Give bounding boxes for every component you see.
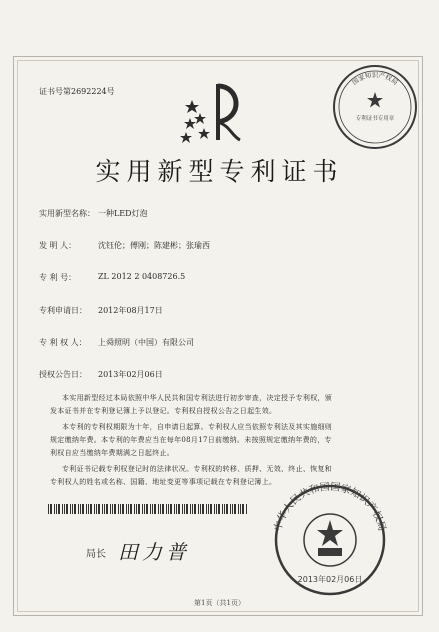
svg-text:国家知识产权局 <box>350 70 400 87</box>
director-label: 局长 <box>86 549 106 560</box>
grant-date-label: 授权公告日： <box>39 370 87 379</box>
paragraph-2-line-2: 规定缴纳年费。本专利的年费应当在每年08月17日前缴纳。未按照规定缴纳年费的，专 <box>50 436 332 444</box>
paragraph-1-line-1: 本实用新型经过本局依照中华人民共和国专利法进行初步审查，决定授予专利权，颁 <box>62 394 333 402</box>
grant-date-value: 2013年02月06日 <box>98 370 163 379</box>
inventor-value: 沈钰伦；傅刚；陈建彬；张瑜西 <box>98 241 210 250</box>
national-seal-date: 2013年02月06日 <box>297 575 363 584</box>
application-date-label: 专利申请日： <box>39 306 87 315</box>
certificate-title: 实用新型专利证书 <box>95 157 344 186</box>
patent-office-logo-icon <box>178 80 258 144</box>
national-seal-arc-text: 中华人民共和国国家知识产权局 <box>272 481 388 533</box>
patent-number-value: ZL 2012 2 0408726.5 <box>98 272 186 281</box>
barcode <box>48 504 248 514</box>
director-signature: 田力普 <box>118 540 190 564</box>
certificate-number: 证书号第2692224号 <box>39 87 115 96</box>
paragraph-2-line-1: 本专利的专利权期限为十年，自申请日起算。专利权人应当依照专利法及其实施细则 <box>62 423 333 431</box>
paragraph-2-line-3: 利权自应当缴纳年费期满之日起终止。 <box>50 449 175 457</box>
seal-top-text: 国家知识产权局 <box>350 71 400 87</box>
patentee-value: 上舜照明（中国）有限公司 <box>98 338 194 347</box>
name-value: 一种LED灯泡 <box>98 209 148 218</box>
paragraph-3-line-1: 专利证书记载专利权登记时的法律状况。专利权的转移、质押、无效、终止、恢复和 <box>62 465 333 473</box>
patentee-label: 专 利 权 人： <box>39 338 87 347</box>
official-seal-icon <box>330 62 420 152</box>
seal-center-text: 专利证书专用章 <box>355 116 395 122</box>
inventor-label: 发 明 人： <box>39 241 77 250</box>
name-label: 实用新型名称： <box>39 209 95 218</box>
national-seal-icon <box>268 478 392 596</box>
patent-number-label: 专 利 号： <box>39 273 77 282</box>
page-indicator: 第1页（共1页） <box>194 599 245 607</box>
paragraph-1-line-2: 发本证书并在专利登记簿上予以登记。专利权自授权公告之日起生效。 <box>50 407 277 415</box>
application-date-value: 2012年08月17日 <box>98 306 163 315</box>
paragraph-3-line-2: 专利权人的姓名或名称、国籍、地址变更等事项记载在专利登记簿上。 <box>50 478 277 486</box>
